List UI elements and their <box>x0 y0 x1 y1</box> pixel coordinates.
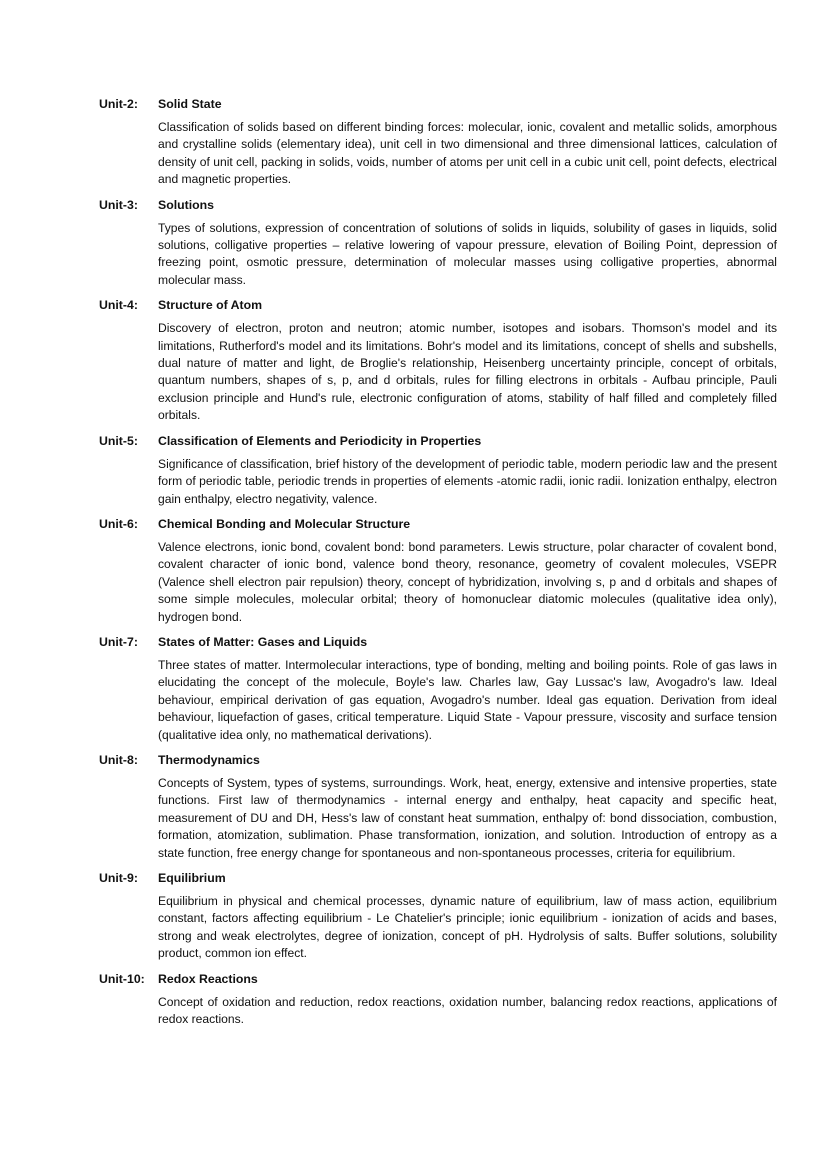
unit-description: Types of solutions, expression of concentration of solutions of solids in liquids, solubility of gases in liquids, solid solutions, colligative properties – relative lowering of vapour pressure, elevation of Boiling Point, depression of freezing point, osmotic pressure, determination of molecular masses using colligative properties, abnormal molecular mass. <box>158 220 777 287</box>
unit-description: Classification of solids based on different binding forces: molecular, ionic, covalent and metallic solids, amorphous and crystalline solids (elementary idea), unit cell in two dimensional and three dimensional lattices, calculation of density of unit cell, packing in solids, voids, number of atoms per unit cell in a cubic unit cell, point defects, electrical and magnetic properties. <box>158 120 777 187</box>
unit-number: Unit-7: <box>99 634 138 649</box>
unit-description: Equilibrium in physical and chemical processes, dynamic nature of equilibrium, law of mass action, equilibrium constant, factors affecting equilibrium - Le Chatelier's principle; ionic equilibrium - ionization of acids and bases, strong and weak electrolytes, degree of ionization, concept of pH. Hydrolysis of salts. Buffer solutions, solubility product, common ion effect. <box>158 894 777 961</box>
unit-heading <box>99 871 777 889</box>
unit-number: Unit-5: <box>99 433 138 448</box>
unit-heading <box>99 97 777 115</box>
unit-heading <box>99 517 777 535</box>
unit-title: Classification of Elements and Periodicity in Properties <box>158 433 482 448</box>
unit-list <box>99 97 777 1037</box>
unit-title: Solutions <box>158 197 215 212</box>
unit-number: Unit-9: <box>99 871 138 885</box>
unit-title: Structure of Atom <box>158 298 263 313</box>
unit-number: Unit-8: <box>99 752 138 767</box>
unit-section <box>99 298 777 424</box>
unit-number: Unit-4: <box>99 298 138 313</box>
unit-number: Unit-10: <box>99 971 145 986</box>
unit-title: States of Matter: Gases and Liquids <box>158 634 368 649</box>
unit-title: Redox Reactions <box>158 971 258 986</box>
unit-heading <box>99 635 777 653</box>
unit-title: Chemical Bonding and Molecular Structure <box>158 516 411 531</box>
unit-description: Valence electrons, ionic bond, covalent bond: bond parameters. Lewis structure, polar character of covalent bond, covalent character of ionic bond, valence bond theory, resonance, geometry of covalent molecules, VSEPR (Valence shell electron pair repulsion) theory, concept of hybridization, involving s, p and d orbitals and shapes of some simple molecules, molecular orbital; theory of homonuclear diatomic molecules (qualitative idea only), hydrogen bond. <box>158 539 777 624</box>
unit-description: Concept of oxidation and reduction, redox reactions, oxidation number, balancing redox reactions, applications of redox reactions. <box>158 994 777 1027</box>
unit-description: Discovery of electron, proton and neutron; atomic number, isotopes and isobars. Thomson's model and its limitations, Rutherford's model and its limitations. Bohr's model and its limitations, concept of shells and subshells, dual nature of matter and light, de Broglie's relationship, Heisenberg uncertainty principle, concept of orbitals, quantum numbers, shapes of s, p, and d orbitals, rules for filling electrons in orbitals - Aufbau principle, Pauli exclusion principle and Hund's rule, electronic configuration of atoms, stability of half filled and completely filled orbitals. <box>158 321 777 423</box>
unit-section <box>99 753 777 862</box>
unit-heading <box>99 298 777 316</box>
unit-number: Unit-6: <box>99 516 138 531</box>
unit-heading <box>99 198 777 216</box>
unit-section <box>99 434 777 508</box>
unit-section <box>99 198 777 290</box>
unit-number: Unit-2: <box>99 97 138 111</box>
unit-section <box>99 871 777 963</box>
unit-title: Equilibrium <box>158 871 226 885</box>
unit-description: Concepts of System, types of systems, surroundings. Work, heat, energy, extensive and intensive properties, state functions. First law of thermodynamics - internal energy and enthalpy, heat capacity and specific heat, measurement of DU and DH, Hess's law of constant heat summation, enthalpy of: bond dissociation, combustion, formation, atomization, sublimation. Phase transformation, ionization, and solution. Introduction of entropy as a state function, free energy change for spontaneous and non-spontaneous processes, criteria for equilibrium. <box>158 775 777 860</box>
unit-heading <box>99 972 777 990</box>
unit-title: Solid State <box>158 97 222 111</box>
unit-heading <box>99 434 777 452</box>
unit-title: Thermodynamics <box>158 752 260 767</box>
unit-description: Three states of matter. Intermolecular interactions, type of bonding, melting and boiling points. Role of gas laws in elucidating the concept of the molecule, Boyle's law. Charles law, Gay Lussac's law, Avogadro's law. Ideal behaviour, empirical derivation of gas equation, Avogadro's number. Ideal gas equation. Derivation from ideal behaviour, liquefaction of gases, critical temperature. Liquid State - Vapour pressure, viscosity and surface tension (qualitative idea only, no mathematical derivations). <box>158 657 777 742</box>
unit-section <box>99 97 777 189</box>
unit-description: Significance of classification, brief history of the development of periodic table, modern periodic law and the present form of periodic table, periodic trends in properties of elements -atomic radii, ionic radii. Ionization enthalpy, electron gain enthalpy, electro negativity, valence. <box>158 456 777 506</box>
unit-number: Unit-3: <box>99 197 138 212</box>
unit-section <box>99 972 777 1029</box>
unit-section <box>99 635 777 744</box>
unit-section <box>99 517 777 626</box>
unit-heading <box>99 753 777 771</box>
